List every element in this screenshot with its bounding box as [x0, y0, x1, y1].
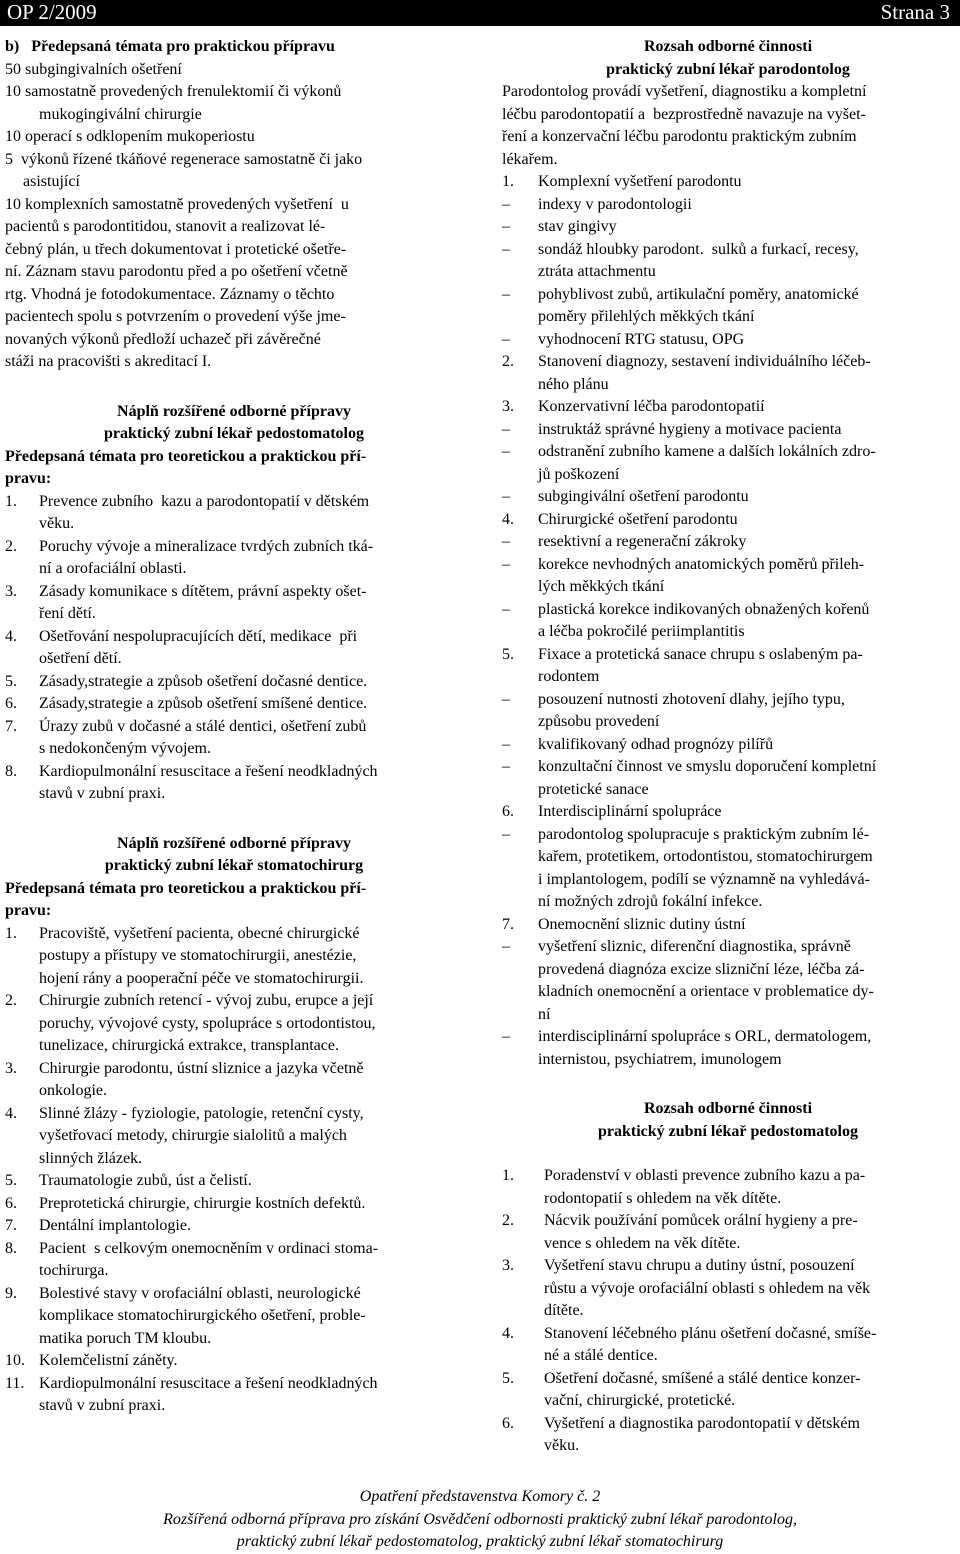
item-text-cont: komplikace stomatochirurgického ošetření, proble- — [39, 1307, 366, 1324]
paro-title-2: praktický zubní lékař parodontolog — [606, 60, 850, 78]
page-number: Strana 3 — [880, 0, 950, 24]
item-number: 4. — [502, 510, 514, 528]
dash-item — [502, 756, 954, 779]
item-number: 4. — [502, 1324, 514, 1342]
list-item — [5, 693, 463, 716]
item-number: 2. — [502, 353, 514, 370]
dash-text-cont: internistou, psychiatrem, imunologem — [538, 1050, 782, 1068]
dash-text: plastická korekce indikovaných obnažených kořenů — [538, 600, 870, 618]
text-line: lékařem. — [502, 150, 558, 168]
dash-bullet: – — [502, 758, 510, 775]
dash-bullet: – — [502, 600, 510, 618]
list-item — [5, 1193, 463, 1216]
page-header — [0, 0, 960, 26]
item-text-cont: onkologie. — [39, 1082, 107, 1099]
dash-bullet: – — [502, 938, 510, 955]
dash-text: indexy v parodontologii — [538, 195, 692, 213]
item-text-cont: rodontopatií s ohledem na věk dítěte. — [544, 1189, 782, 1207]
item-text-cont: tunelizace, chirurgická extrakce, transplantace. — [39, 1037, 339, 1054]
list-item — [5, 990, 463, 1013]
text-line: novaných výkonů předloží uchazeč při závěrečné — [5, 330, 321, 348]
item-number: 6. — [5, 1194, 17, 1212]
list-item — [5, 536, 463, 559]
list-item — [502, 509, 954, 532]
list-item — [502, 1210, 954, 1233]
pedo-scope-list — [502, 1165, 954, 1458]
dash-text-cont: a léčba pokročilé periimplantitis — [538, 623, 745, 640]
chir-subtitle-2: pravu: — [5, 902, 52, 919]
list-item — [502, 396, 954, 419]
item-number: 8. — [5, 762, 17, 780]
item-text: Chirurgie zubních retencí - vývoj zubu, erupce a její — [39, 992, 374, 1009]
item-text: Kardiopulmonální resuscitace a řešení neodkladných — [39, 1374, 378, 1392]
item-text: Chirurgie parodontu, ústní sliznice a jazyka včetně — [39, 1059, 364, 1077]
item-text: Ošetření dočasné, smíšené a stálé dentice konzer- — [544, 1369, 861, 1387]
text-line: Parodontolog provádí vyšetření, diagnostiku a kompletní — [502, 83, 867, 100]
dash-item — [502, 194, 954, 217]
item-text: Prevence zubního kazu a parodontopatií v dětském — [39, 492, 370, 510]
item-text-cont: vyšetřovací metody, chirurgie sialolitů a malých — [39, 1127, 347, 1144]
item-text: Komplexní vyšetření parodontu — [538, 173, 742, 190]
item-text: Nácvik používání pomůcek orální hygieny a pre- — [544, 1212, 858, 1229]
footer-line-3: praktický zubní lékař pedostomatolog, praktický zubní lékař stomatochirurg — [236, 1533, 724, 1550]
dash-text-cont: lých měkkých tkání — [538, 578, 665, 595]
dash-text: vyšetření sliznic, diferenční diagnostika, správně — [538, 938, 851, 955]
dash-bullet: – — [502, 240, 510, 258]
text-line: pacientech spolu s potvrzením o provedení výše jme- — [5, 308, 346, 325]
paro-scope-list — [502, 171, 954, 1071]
list-item — [5, 1283, 463, 1306]
text-line: asistující — [23, 173, 80, 190]
section-b-text — [5, 59, 463, 374]
text-line: ní. Záznam stavu parodontu před a po ošetření včetně — [5, 263, 348, 280]
item-text: Poradenství v oblasti prevence zubního kazu a pa- — [544, 1167, 866, 1184]
list-item — [502, 171, 954, 194]
item-text: Traumatologie zubů, úst a čelistí. — [39, 1172, 252, 1189]
item-text-cont: dítěte. — [544, 1302, 584, 1319]
dash-item — [502, 216, 954, 239]
text-line: 50 subgingivalních ošetření — [5, 60, 182, 78]
dash-item — [502, 486, 954, 509]
dash-text-cont: provedená diagnóza excize slizniční léze, léčba zá- — [538, 960, 865, 978]
item-text-cont: věku. — [39, 515, 75, 532]
ped-subtitle-1: Předepsaná témata pro teoretickou a praktickou pří- — [5, 447, 367, 465]
dash-bullet: – — [502, 488, 510, 505]
dash-item — [502, 531, 954, 554]
list-item — [5, 1103, 463, 1126]
item-text: Vyšetření a diagnostika parodontopatií v dětském — [544, 1414, 860, 1432]
dash-bullet: – — [502, 330, 510, 348]
dash-item — [502, 1026, 954, 1049]
dash-bullet: – — [502, 218, 510, 235]
dash-bullet: – — [502, 285, 510, 303]
dash-item — [502, 936, 954, 959]
dash-text: vyhodnocení RTG statusu, OPG — [538, 330, 745, 348]
dash-text: korekce nevhodných anatomických poměrů přileh- — [538, 555, 865, 573]
dash-item — [502, 329, 954, 352]
right-column — [502, 36, 954, 1458]
item-number: 8. — [5, 1239, 17, 1257]
list-item — [5, 626, 463, 649]
list-item — [5, 581, 463, 604]
list-item — [5, 761, 463, 784]
item-number: 11. — [5, 1374, 25, 1392]
list-item — [5, 1170, 463, 1193]
dash-bullet: – — [502, 1028, 510, 1045]
item-number: 5. — [5, 1172, 17, 1189]
item-number: 6. — [502, 1414, 514, 1432]
dash-bullet: – — [502, 825, 510, 843]
item-number: 4. — [5, 1104, 17, 1122]
text-line: stáži na pracovišti s akreditací I. — [5, 353, 212, 370]
item-number: 3. — [502, 1257, 514, 1274]
dash-text: resektivní a regenerační zákroky — [538, 533, 747, 550]
list-item — [5, 491, 463, 514]
item-text-cont: postupy a přístupy ve stomatochirurgii, anestézie, — [39, 947, 357, 964]
dash-bullet: – — [502, 533, 510, 550]
dash-item — [502, 554, 954, 577]
item-text: Stanovení léčebného plánu ošetření dočasné, smíše- — [544, 1324, 877, 1342]
item-number: 1. — [5, 924, 17, 942]
dash-text-cont: jů poškození — [538, 465, 620, 483]
list-item — [502, 1165, 954, 1188]
item-text-cont: ného plánu — [538, 375, 609, 393]
item-text: Onemocnění sliznic dutiny ústní — [538, 915, 746, 933]
section-b-heading: b) Předepsaná témata pro praktickou přípravu — [5, 38, 335, 55]
item-text: Pacient s celkovým onemocněním v ordinaci stoma- — [39, 1239, 379, 1257]
text-line: pacientů s parodontitidou, stanovit a realizovat lé- — [5, 218, 326, 235]
item-text: Stanovení diagnozy, sestavení individuálního léčeb- — [538, 353, 871, 370]
list-item — [5, 1058, 463, 1081]
dash-text-cont: kařem, protetikem, ortodontistou, stomatochirurgem — [538, 848, 873, 865]
dash-text: odstranění zubního kamene a dalších lokálních zdro- — [538, 443, 876, 460]
item-number: 5. — [502, 1369, 514, 1387]
item-text-cont: matika poruch TM kloubu. — [39, 1329, 212, 1347]
item-number: 6. — [5, 695, 17, 712]
footer-line-2: Rozšířená odborná příprava pro získání Osvědčení odbornosti praktický zubní lékař parodontolog, — [163, 1510, 797, 1528]
dash-text-cont: ní — [538, 1005, 551, 1023]
item-text-cont: ření dětí. — [39, 605, 96, 622]
list-item — [5, 1215, 463, 1238]
chir-topic-list — [5, 923, 463, 1418]
list-item — [502, 1323, 954, 1346]
dash-text-cont: protetické sanace — [538, 780, 649, 798]
dash-text: subgingivální ošetření parodontu — [538, 488, 749, 505]
pedo-title-1: Rozsah odborné činnosti — [643, 1100, 813, 1117]
dash-text: kvalifikovaný odhad prognózy pilířů — [538, 735, 774, 753]
dash-item — [502, 419, 954, 442]
ped-title-1: Náplň rozšířené odborné přípravy — [117, 402, 351, 420]
list-item — [502, 1368, 954, 1391]
item-number: 3. — [5, 1059, 17, 1077]
item-text-cont: stavů v zubní praxi. — [39, 1397, 166, 1414]
dash-text: parodontolog spolupracuje s praktickým zubním lé- — [538, 825, 870, 843]
item-text: Fixace a protetická sanace chrupu s oslabeným pa- — [538, 645, 863, 663]
item-text: Vyšetření stavu chrupu a dutiny ústní, posouzení — [544, 1257, 855, 1274]
chir-title-1: Náplň rozšířené odborné přípravy — [117, 834, 351, 852]
text-line: 10 operací s odklopením mukoperiostu — [5, 128, 255, 145]
list-item — [502, 1255, 954, 1278]
list-item — [502, 1413, 954, 1436]
item-text-cont: né a stálé dentice. — [544, 1347, 658, 1364]
ped-title-2: praktický zubní lékař pedostomatolog — [103, 425, 364, 442]
list-item — [5, 1238, 463, 1261]
dash-item — [502, 734, 954, 757]
text-line: léčbu parodontopatií a bezprostředně navazuje na vyšet- — [502, 105, 866, 123]
dash-text: stav gingivy — [538, 218, 617, 235]
item-number: 2. — [502, 1212, 514, 1229]
item-number: 6. — [502, 803, 514, 820]
item-text-cont: vence s ohledem na věk dítěte. — [544, 1234, 741, 1252]
paro-intro — [502, 81, 954, 171]
item-text-cont: vační, chirurgické, protetické. — [544, 1392, 736, 1409]
text-line: čebný plán, u třech dokumentovat i protetické ošetře- — [5, 240, 347, 258]
item-text: Ošetřování nespolupracujících dětí, medikace při — [39, 627, 358, 645]
item-number: 7. — [5, 1217, 17, 1234]
text-line: 10 samostatně provedených frenulektomií či výkonů — [5, 83, 342, 100]
item-text-cont: rodontem — [538, 668, 600, 685]
item-number: 10. — [5, 1352, 25, 1369]
dash-item — [502, 284, 954, 307]
dash-text: konzultační činnost ve smyslu doporučení kompletní — [538, 758, 877, 775]
item-text: Chirurgické ošetření parodontu — [538, 510, 738, 528]
dash-text-cont: poměry přilehlých měkkých tkání — [538, 308, 755, 325]
item-text-cont: s nedokončeným vývojem. — [39, 740, 211, 757]
text-line: ření a konzervační léčbu parodontu praktickým zubním — [502, 128, 857, 145]
dash-text-cont: kladních onemocnění a orientace v problematice dy- — [538, 983, 874, 1000]
dash-text-cont: způsobu provedení — [538, 713, 660, 730]
item-text-cont: stavů v zubní praxi. — [39, 785, 166, 802]
dash-item — [502, 239, 954, 262]
dash-text: sondáž hloubky parodont. sulků a furkací, recesy, — [538, 240, 859, 258]
item-text: Kardiopulmonální resuscitace a řešení neodkladných — [39, 762, 378, 780]
left-column — [5, 36, 463, 1418]
item-number: 3. — [5, 582, 17, 600]
list-item — [5, 1350, 463, 1373]
item-text: Bolestivé stavy v orofaciální oblasti, neurologické — [39, 1284, 361, 1302]
item-number: 7. — [502, 915, 514, 933]
list-item — [5, 671, 463, 694]
dash-text-cont: ní možných zdrojů fokální infekce. — [538, 893, 763, 910]
list-item — [5, 716, 463, 739]
dash-bullet: – — [502, 690, 510, 708]
list-item — [502, 351, 954, 374]
text-line: 5 výkonů řízené tkáňové regenerace samostatně či jako — [5, 150, 363, 168]
list-item — [5, 1373, 463, 1396]
dash-text: instruktáž správné hygieny a motivace pacienta — [538, 420, 842, 438]
dash-text: pohyblivost zubů, artikulační poměry, anatomické — [538, 285, 859, 303]
dash-bullet: – — [502, 420, 510, 438]
ped-topic-list — [5, 491, 463, 806]
item-text-cont: poruchy, vývojové cysty, spolupráce s ortodontistou, — [39, 1014, 376, 1032]
item-text: Pracoviště, vyšetření pacienta, obecné chirurgické — [39, 924, 360, 942]
dash-item — [502, 599, 954, 622]
dash-text-cont: ztráta attachmentu — [538, 263, 656, 280]
list-item — [5, 923, 463, 946]
item-number: 7. — [5, 717, 17, 735]
item-number: 1. — [502, 173, 514, 190]
item-number: 2. — [5, 992, 17, 1009]
item-text: Poruchy vývoje a mineralizace tvrdých zubních tká- — [39, 537, 374, 555]
list-item — [502, 644, 954, 667]
item-text-cont: tochirurga. — [39, 1262, 109, 1279]
pedo-title-2: praktický zubní lékař pedostomatolog — [597, 1122, 858, 1140]
item-number: 3. — [502, 398, 514, 415]
dash-text-cont: i implantologem, podílí se významně na vyhledává- — [538, 870, 870, 888]
page-footer — [0, 1486, 960, 1554]
dash-text: interdisciplinární spolupráce s ORL, dermatologem, — [538, 1028, 872, 1045]
item-number: 2. — [5, 537, 17, 555]
paro-title-1: Rozsah odborné činnosti — [643, 38, 813, 55]
dash-bullet: – — [502, 555, 510, 573]
item-text: Konzervativní léčba parodontopatií — [538, 398, 765, 415]
item-text-cont: růstu a vývoje orofaciální oblasti s ohledem na věk — [544, 1279, 871, 1297]
item-text: Dentální implantologie. — [39, 1217, 191, 1234]
list-item — [502, 801, 954, 824]
item-text: Zásady komunikace s dítětem, právní aspekty ošet- — [39, 582, 367, 600]
item-number: 1. — [502, 1167, 514, 1184]
chir-subtitle-1: Předepsaná témata pro teoretickou a praktickou pří- — [5, 879, 367, 897]
footer-line-1: Opatření představenstva Komory č. 2 — [359, 1488, 601, 1505]
item-number: 5. — [5, 672, 17, 690]
item-text-cont: slinných žlázek. — [39, 1149, 143, 1167]
item-text-cont: věku. — [544, 1437, 580, 1454]
item-text: Úrazy zubů v dočasné a stálé dentici, ošetření zubů — [39, 717, 367, 735]
chir-title-2: praktický zubní lékař stomatochirurg — [104, 857, 364, 874]
dash-bullet: – — [502, 735, 510, 753]
item-number: 4. — [5, 627, 17, 645]
dash-item — [502, 824, 954, 847]
dash-bullet: – — [502, 443, 510, 460]
item-number: 1. — [5, 492, 17, 510]
item-text: Preprotetická chirurgie, chirurgie kostních defektů. — [39, 1194, 366, 1212]
dash-text: posouzení nutnosti zhotovení dlahy, jejího typu, — [538, 690, 845, 708]
dash-item — [502, 441, 954, 464]
item-text: Interdisciplinární spolupráce — [538, 803, 722, 820]
dash-bullet: – — [502, 195, 510, 213]
item-text: Kolemčelistní záněty. — [39, 1352, 178, 1369]
text-line: mukogingivální chirurgie — [39, 105, 202, 123]
text-line: rtg. Vhodná je fotodokumentace. Záznamy o těchto — [5, 285, 335, 303]
item-number: 5. — [502, 645, 514, 663]
item-text-cont: hojení rány a pooperační péče ve stomatochirurgii. — [39, 969, 364, 987]
ped-subtitle-2: pravu: — [5, 470, 52, 487]
item-text-cont: ošetření dětí. — [39, 650, 122, 667]
item-text-cont: ní a orofaciální oblasti. — [39, 560, 187, 577]
item-text: Zásady,strategie a způsob ošetření dočasné dentice. — [39, 672, 368, 690]
list-item — [502, 914, 954, 937]
item-text: Slinné žlázy - fyziologie, patologie, retenční cysty, — [39, 1104, 364, 1122]
item-text: Zásady,strategie a způsob ošetření smíšené dentice. — [39, 695, 368, 712]
dash-item — [502, 689, 954, 712]
issue-number: OP 2/2009 — [7, 0, 97, 24]
text-line: 10 komplexních samostatně provedených vyšetření u — [5, 195, 349, 213]
item-number: 9. — [5, 1284, 17, 1302]
